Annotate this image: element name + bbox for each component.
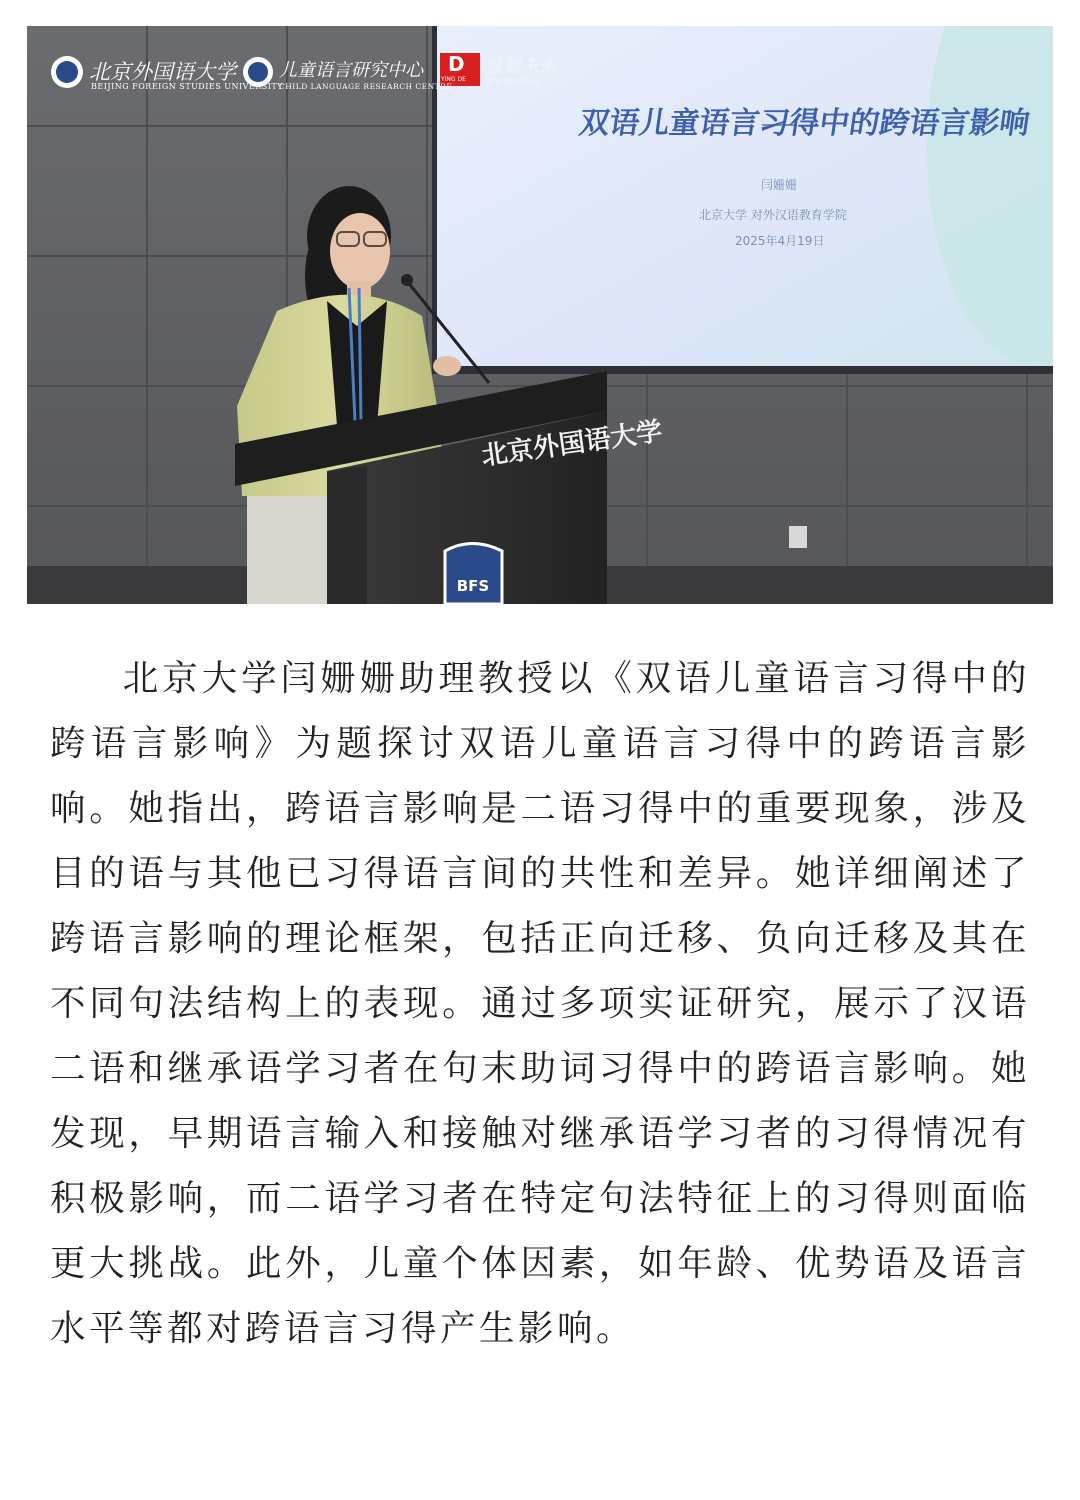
clrc-logo-en: CHILD LANGUAGE RESEARCH CENTRE bbox=[279, 82, 453, 91]
bfsu-logo-en: BEIJING FOREIGN STUDIES UNIVERSITY bbox=[91, 82, 284, 91]
slide-affiliation: 北京大学 对外汉语教育学院 bbox=[699, 208, 847, 222]
yingde-logo-cn: 盛德未来 bbox=[485, 56, 557, 77]
slide-title: 双语儿童语言习得中的跨语言影响 bbox=[577, 106, 1032, 141]
bfsu-logo-cn: 北京外国语大学 bbox=[89, 60, 236, 84]
podium-text: 北京外国语大学 bbox=[479, 416, 665, 472]
speaker-face bbox=[330, 213, 390, 289]
event-photo bbox=[27, 26, 1053, 604]
clrc-logo-cn: 儿童语言研究中心 bbox=[279, 60, 423, 81]
yingde-logo-sub: YING DE bbox=[441, 76, 466, 83]
slide-presenter: 闫姗姗 bbox=[761, 178, 798, 192]
speaker-hand bbox=[433, 356, 461, 376]
slide-date: 2025年4月19日 bbox=[735, 234, 825, 248]
power-outlet bbox=[789, 526, 807, 548]
speaker-pants bbox=[247, 496, 337, 604]
yingde-logo-mark: D bbox=[448, 52, 465, 76]
article-paragraph: 北京大学闫姗姗助理教授以《双语儿童语言习得中的跨语言影响》为题探讨双语儿童语言习得中的跨语言影响。她指出，跨语言影响是二语习得中的重要现象，涉及目的语与其他已习得语言间的共性和差异。她详细阐述了跨语言影响的理论框架，包括正向迁移、负向迁移及其在不同句法结构上的表现。通过多项实证研究，展示了汉语二语和继承语学习者在句末助词习得中的跨语言影响。她发现，早期语言输入和接触对继承语学习者的习得情况有积极影响，而二语学习者在特定句法特征上的习得则面临更大挑战。此外，儿童个体因素，如年龄、优势语及语言水平等都对跨语言习得产生影响。 bbox=[50, 658, 1030, 1349]
podium-badge-text: BFS bbox=[456, 577, 490, 595]
yingde-logo-line2: 教育测评研究 bbox=[485, 78, 540, 88]
